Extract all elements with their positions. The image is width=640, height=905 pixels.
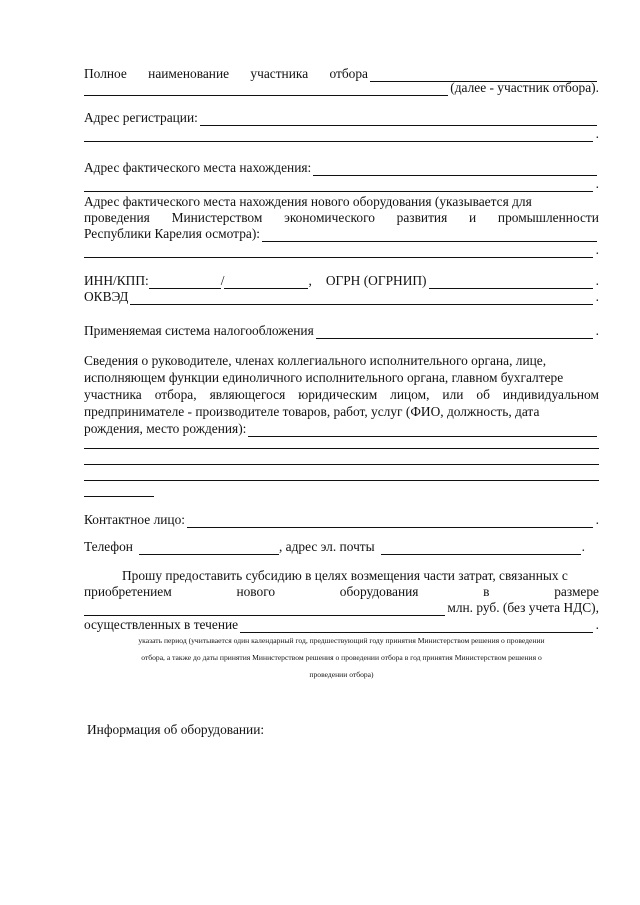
within-text: осуществленных в течение: [84, 617, 239, 632]
equipment-address-text-1: Адрес фактического места нахождения нового оборудования (указывается для: [84, 194, 532, 209]
head-info-line-4: [84, 404, 599, 420]
period: .: [595, 512, 599, 527]
email-field[interactable]: [381, 543, 581, 555]
head-info-word: лицом,: [390, 387, 430, 402]
head-info-field-5[interactable]: [84, 485, 154, 497]
request-text-1: Прошу предоставить субсидию в целях возмещения части затрат, связанных с: [122, 568, 568, 583]
head-info-blank-1: [84, 437, 599, 449]
reg-address-row-2: [84, 126, 599, 142]
request-word: нового: [236, 584, 276, 599]
inn-field[interactable]: [149, 277, 221, 289]
request-word: в: [483, 584, 490, 599]
head-info-field[interactable]: [248, 425, 597, 437]
head-info-field-3[interactable]: [84, 453, 599, 465]
footnote-line-3: проведении отбора): [309, 670, 374, 679]
head-info-word: участника: [84, 387, 142, 402]
okved-field[interactable]: [130, 293, 592, 305]
period: .: [595, 242, 599, 257]
request-word: размере: [554, 584, 599, 599]
head-info-line-3: [84, 387, 599, 403]
head-info-line-1: [84, 353, 599, 369]
head-info-word: или: [442, 387, 464, 402]
period: .: [595, 176, 599, 191]
request-word: оборудования: [339, 584, 419, 599]
equipment-info-heading: [87, 722, 602, 738]
request-line-3: [84, 600, 599, 616]
head-info-text-1: Сведения о руководителе, членах коллегиального исполнительного органа, лице,: [84, 353, 547, 368]
head-info-word: являющегося: [209, 387, 286, 402]
reg-address-field[interactable]: [200, 114, 597, 126]
equipment-address-word: Министерством: [171, 210, 263, 225]
inn-ogrn-row: [84, 273, 599, 289]
equipment-address-field[interactable]: [262, 230, 597, 242]
equipment-address-line-2: [84, 210, 599, 226]
equipment-address-word: экономического: [284, 210, 375, 225]
actual-address-label: Адрес фактического места нахождения:: [84, 160, 312, 175]
phone-email-row: [84, 539, 599, 555]
mln-rub-text: млн. руб. (без учета НДС),: [447, 600, 599, 615]
inn-kpp-label: ИНН/КПП:: [84, 273, 149, 288]
equipment-address-word: и: [469, 210, 477, 225]
head-info-word: юридическим: [298, 387, 378, 402]
head-info-blank-3: [84, 469, 599, 481]
head-info-word: об: [476, 387, 490, 402]
period: .: [581, 539, 586, 554]
equipment-address-word: промышленности: [497, 210, 599, 225]
full-name-word: отбора: [329, 66, 368, 81]
head-info-text-4: предпринимателе - производителе товаров, работ, услуг (ФИО, должность, дата: [84, 404, 540, 419]
comma: ,: [308, 273, 312, 288]
request-word: приобретением: [84, 584, 172, 599]
full-name-word: Полное: [84, 66, 127, 81]
tax-system-label: Применяемая система налогообложения: [84, 323, 314, 338]
period: .: [595, 126, 599, 141]
contact-label: Контактное лицо:: [84, 512, 186, 527]
head-info-line-2: [84, 370, 599, 386]
equipment-address-line-4: [84, 242, 599, 258]
equipment-address-line-1: [84, 194, 599, 210]
period: .: [595, 289, 599, 304]
hereinafter-text: (далее - участник отбора).: [450, 80, 599, 95]
reg-address-row: [84, 110, 599, 126]
head-info-text-5: рождения, место рождения):: [84, 421, 247, 436]
head-info-field-2[interactable]: [84, 437, 599, 449]
tax-system-row: [84, 323, 599, 339]
equipment-address-field-2[interactable]: [84, 246, 593, 258]
actual-address-row-2: [84, 176, 599, 192]
tax-system-field[interactable]: [316, 327, 593, 339]
actual-address-row: [84, 160, 599, 176]
equipment-address-text-3: Республики Карелия осмотра):: [84, 226, 261, 241]
period: .: [595, 617, 599, 632]
email-label: , адрес эл. почты: [278, 539, 375, 554]
head-info-line-5: [84, 421, 599, 437]
request-line-1: [84, 568, 599, 584]
phone-label: Телефон: [84, 539, 133, 554]
contact-field[interactable]: [187, 516, 593, 528]
equipment-info-text: Информация об оборудовании:: [87, 722, 265, 737]
slash: /: [220, 273, 225, 288]
ogrn-label: ОГРН (ОГРНИП): [325, 273, 427, 288]
head-info-field-4[interactable]: [84, 469, 599, 481]
phone-field[interactable]: [139, 543, 279, 555]
head-info-blank-4: [84, 485, 599, 497]
ogrn-field[interactable]: [429, 277, 593, 289]
request-line-4: [84, 617, 599, 633]
head-info-blank-2: [84, 453, 599, 465]
head-info-word: индивидуальном: [502, 387, 599, 402]
equipment-address-word: проведения: [84, 210, 150, 225]
footnote-line-2: отбора, а также до даты принятия Министерством решения о проведении отбора в год принятия Министерством решения о: [141, 653, 542, 662]
amount-field[interactable]: [84, 604, 445, 616]
full-name-field-2[interactable]: [84, 84, 448, 96]
okved-row: [84, 289, 599, 305]
reg-address-field-2[interactable]: [84, 130, 593, 142]
footnote-line-1: указать период (учитывается один календарный год, предшествующий году принятия Министерством решения о проведении: [138, 636, 545, 645]
period: .: [595, 273, 599, 288]
equipment-address-word: развития: [396, 210, 448, 225]
head-info-text-2: исполняющем функции единоличного исполнительного органа, главном бухгалтере: [84, 370, 564, 385]
reg-address-label: Адрес регистрации:: [84, 110, 198, 125]
kpp-field[interactable]: [224, 277, 308, 289]
contact-row: [84, 512, 599, 528]
head-info-word: отбора,: [154, 387, 197, 402]
request-line-2: [84, 584, 599, 600]
equipment-address-line-3: [84, 226, 599, 242]
actual-address-field-2[interactable]: [84, 180, 593, 192]
okved-label: ОКВЭД: [84, 289, 129, 304]
period: .: [595, 323, 599, 338]
full-name-row-2: [84, 80, 599, 96]
full-name-word: участника: [250, 66, 309, 81]
full-name-word: наименование: [148, 66, 230, 81]
actual-address-field[interactable]: [313, 164, 597, 176]
